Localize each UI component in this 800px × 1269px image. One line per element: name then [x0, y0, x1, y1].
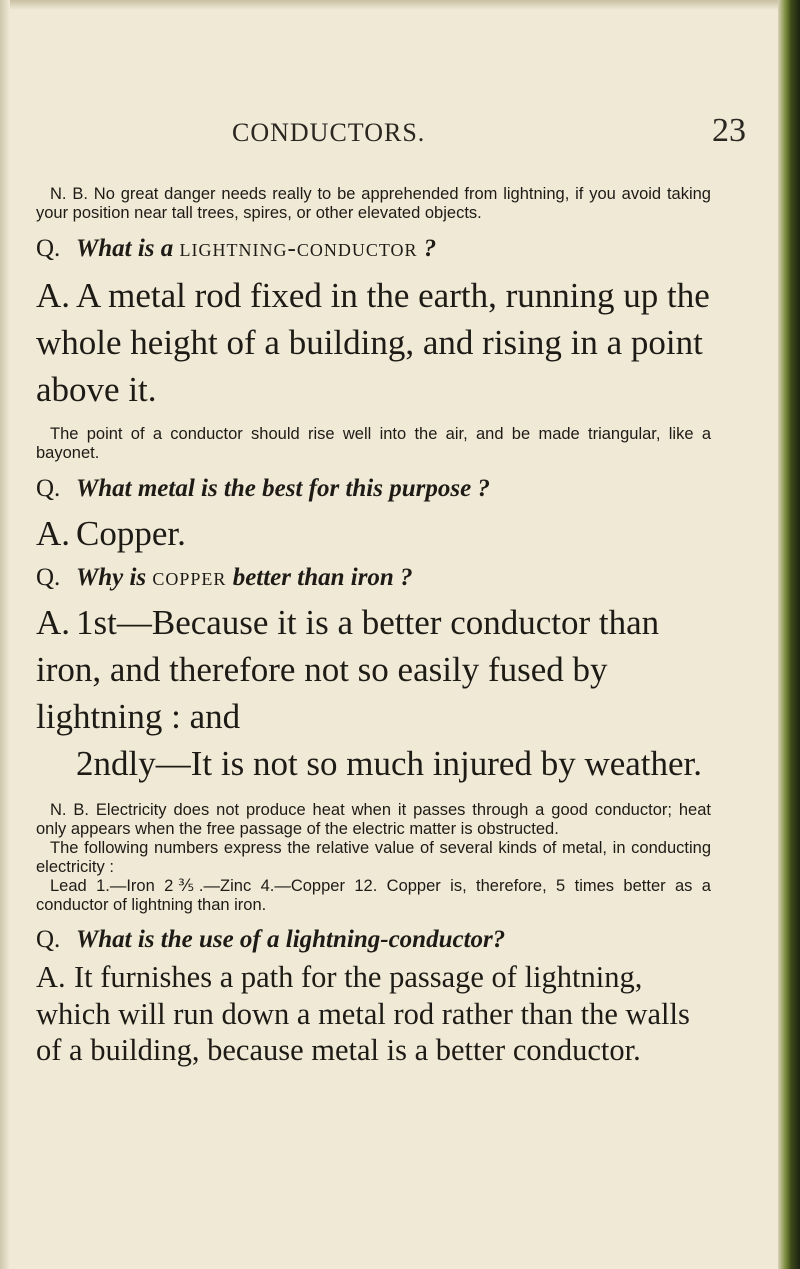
answer-copper — [36, 510, 711, 557]
page-body — [36, 185, 711, 1069]
answer-weather: 2ndly—It is not so much injured by weather. — [76, 744, 703, 783]
question-text: Why is — [76, 564, 147, 591]
page-gutter — [0, 0, 10, 1269]
question-use-of-conductor — [36, 923, 711, 957]
question-label: Q. — [36, 926, 61, 953]
question-text: What is the use of a lightning-conductor? — [76, 926, 506, 953]
question-small-caps: lightning-conductor — [179, 235, 418, 262]
question-label: Q. — [36, 235, 61, 262]
answer-label: A. — [36, 960, 66, 994]
question-end: ? — [423, 235, 437, 262]
answer-label: A. — [36, 514, 71, 553]
note-relative-value: The following numbers express the relative value of several kinds of metal, in conducting electricity : — [36, 839, 711, 876]
question-best-metal — [36, 472, 711, 506]
question-text: What is a — [76, 235, 174, 262]
answer-text-first: 1st—Because it is a better conductor than iron, and therefore not so easily fused by lightning : and — [36, 603, 660, 736]
question-lightning-conductor — [36, 232, 711, 266]
page-edge — [778, 0, 800, 1269]
answer-path-for-lightning — [36, 959, 711, 1069]
question-label: Q. — [36, 564, 61, 591]
note-conductor-point: The point of a conductor should rise well into the air, and be made triangular, like a bayonet. — [36, 425, 711, 462]
page-header — [0, 112, 778, 152]
question-end: better than iron ? — [232, 564, 413, 591]
note-electricity-heat: N. B. Electricity does not produce heat when it passes through a good conductor; heat only appears when the free passage of the electric matter is obstructed. — [36, 801, 711, 838]
running-head: CONDUCTORS. — [232, 118, 426, 147]
answer-text: It furnishes a path for the passage of lightning, which will run down a metal rod rather than the walls of a building, because metal is a better conductor. — [36, 960, 690, 1067]
question-label: Q. — [36, 475, 61, 502]
question-text: What metal is the best for this purpose ? — [76, 475, 490, 502]
question-small-caps: copper — [152, 564, 227, 591]
answer-text: Copper. — [76, 514, 186, 553]
note-metal-values: Lead 1.—Iron 2⅗.—Zinc 4.—Copper 12. Copper is, therefore, 5 times better as a conductor of lightning than iron. — [36, 877, 711, 914]
answer-text: A metal rod fixed in the earth, running up the whole height of a building, and rising in a point above it. — [36, 276, 710, 409]
answer-label: A. — [36, 276, 71, 315]
page-top-shadow — [0, 0, 800, 10]
answer-better-conductor — [36, 599, 711, 740]
answer-metal-rod — [36, 272, 711, 413]
note-lightning-danger: N. B. No great danger needs really to be apprehended from lightning, if you avoid taking your position near tall trees, spires, or other elevated objects. — [36, 185, 711, 222]
answer-label: A. — [36, 603, 71, 642]
question-why-copper — [36, 561, 711, 595]
page-number: 23 — [712, 112, 746, 149]
